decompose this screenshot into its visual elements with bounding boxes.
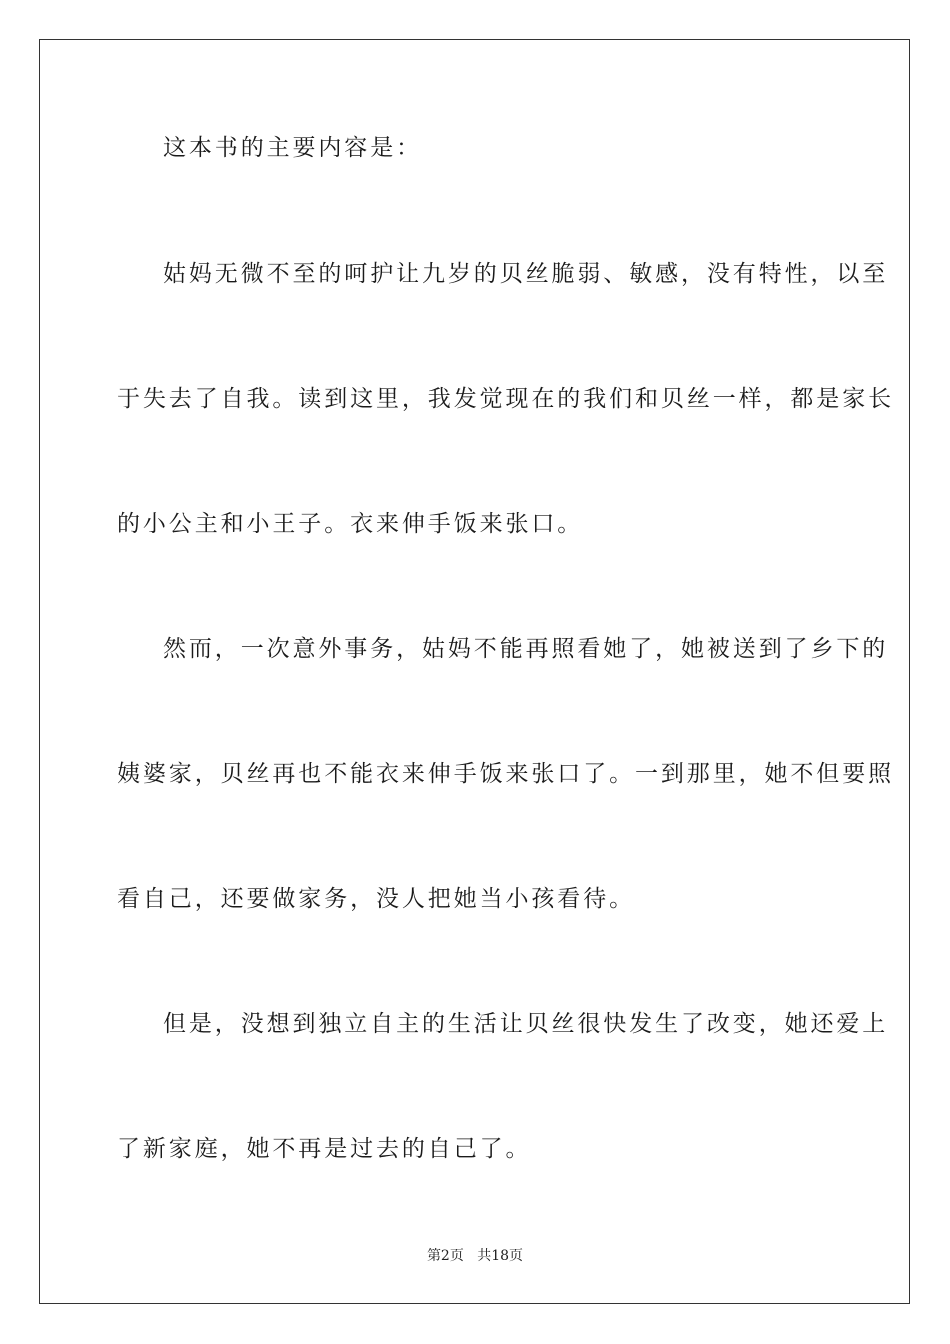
- paragraph-4-line-2: 了新家庭，她不再是过去的自己了。: [117, 1136, 532, 1162]
- total-pages: 共18页: [477, 1248, 524, 1264]
- paragraph-1-line-1: 这本书的主要内容是：: [163, 135, 422, 161]
- page-border: [39, 39, 910, 1304]
- paragraph-3-line-2: 姨婆家，贝丝再也不能衣来伸手饭来张口了。一到那里，她不但要照: [117, 761, 894, 787]
- paragraph-2-line-1: 姑妈无微不至的呵护让九岁的贝丝脆弱、敏感，没有特性，以至: [163, 261, 889, 287]
- paragraph-2-line-3: 的小公主和小王子。衣来伸手饭来张口。: [117, 511, 584, 537]
- paragraph-2-line-2: 于失去了自我。读到这里，我发觉现在的我们和贝丝一样，都是家长: [117, 386, 894, 412]
- paragraph-4-line-1: 但是，没想到独立自主的生活让贝丝很快发生了改变，她还爱上: [163, 1011, 889, 1037]
- paragraph-3-line-3: 看自己，还要做家务，没人把她当小孩看待。: [117, 886, 635, 912]
- paragraph-3-line-1: 然而，一次意外事务，姑妈不能再照看她了，她被送到了乡下的: [163, 636, 889, 662]
- page-number: 第2页: [426, 1248, 464, 1264]
- page-footer: [0, 1245, 950, 1265]
